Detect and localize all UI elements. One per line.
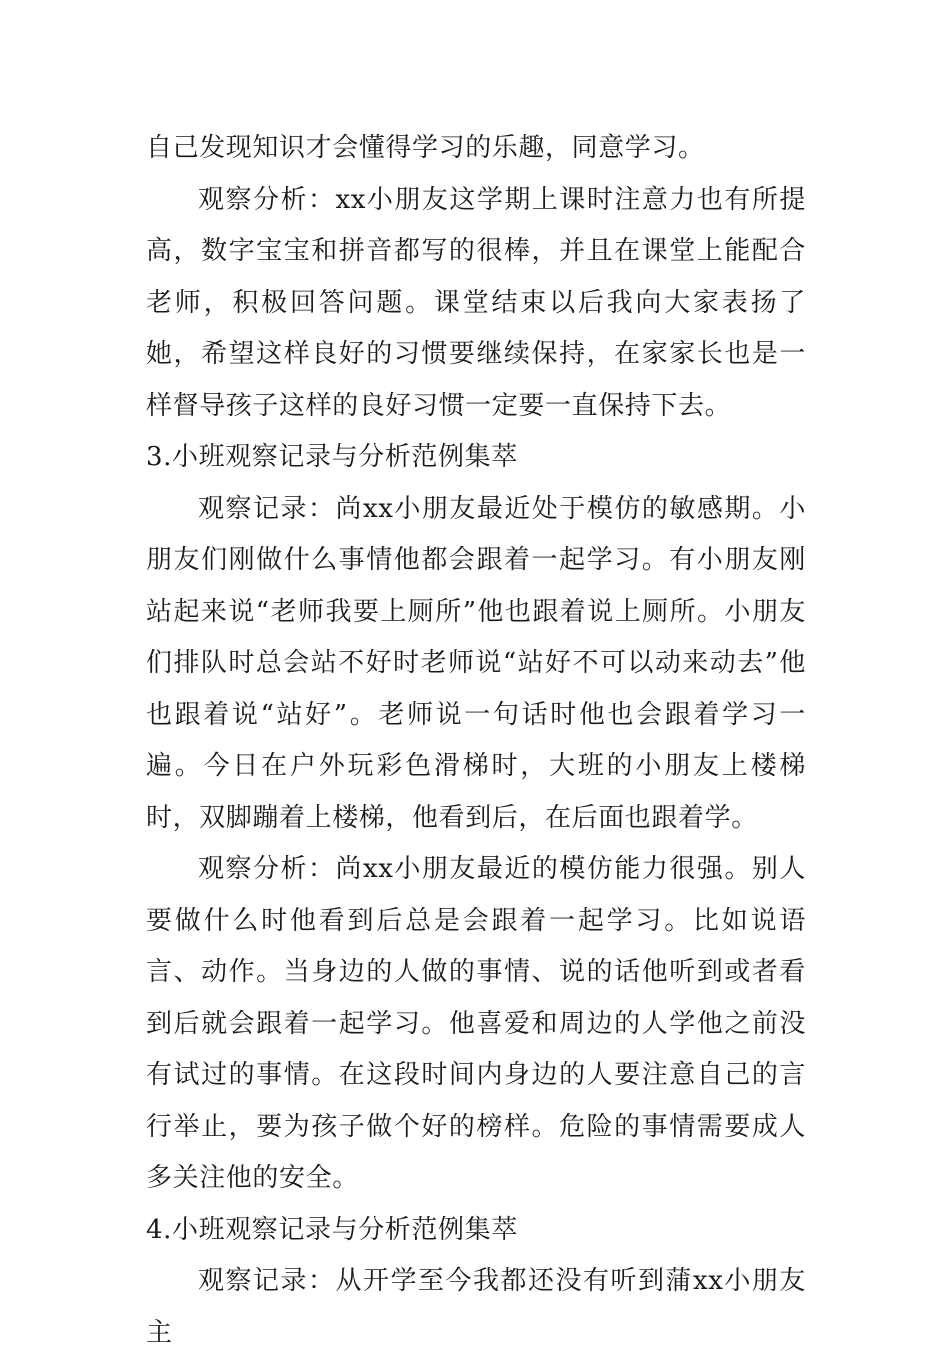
paragraph-observation-analysis-1: 观察分析：xx小朋友这学期上课时注意力也有所提高，数字宝宝和拼音都写的很棒，并且在课堂上能配合老师，积极回答问题。课堂结束以后我向大家表扬了她，希望这样良好的习惯要继续保持，在家家长也是一样督导孩子这样的良好习惯一定要一直保持下去。 [146, 184, 806, 421]
paragraph-observation-record-4: 观察记录：从开学至今我都还没有听到蒲xx小朋友主 [146, 1266, 806, 1348]
section-heading-4: 4.小班观察记录与分析范例集萃 [146, 1214, 518, 1245]
document-body [146, 123, 806, 1359]
paragraph-observation-record-3: 观察记录：尚xx小朋友最近处于模仿的敏感期。小朋友们刚做什么事情他都会跟着一起学习。有小朋友刚站起来说“老师我要上厕所”他也跟着说上厕所。小朋友们排队时总会站不好时老师说“站好不可以动来动去”他也跟着说“站好”。老师说一句话时他也会跟着学习一遍。今日在户外玩彩色滑梯时，大班的小朋友上楼梯时，双脚蹦着上楼梯，他看到后，在后面也跟着学。 [146, 493, 806, 833]
section-heading-3: 3.小班观察记录与分析范例集萃 [146, 442, 518, 472]
paragraph-observation-analysis-3: 观察分析：尚xx小朋友最近的模仿能力很强。别人要做什么时他看到后总是会跟着一起学习。比如说语言、动作。当身边的人做的事情、说的话他听到或者看到后就会跟着一起学习。他喜爱和周边的人学他之前没有试过的事情。在这段时间内身边的人要注意自己的言行举止，要为孩子做个好的榜样。危险的事情需要成人多关注他的安全。 [146, 854, 806, 1193]
paragraph-continuation: 自己发现知识才会懂得学习的乐趣，同意学习。 [146, 133, 705, 163]
